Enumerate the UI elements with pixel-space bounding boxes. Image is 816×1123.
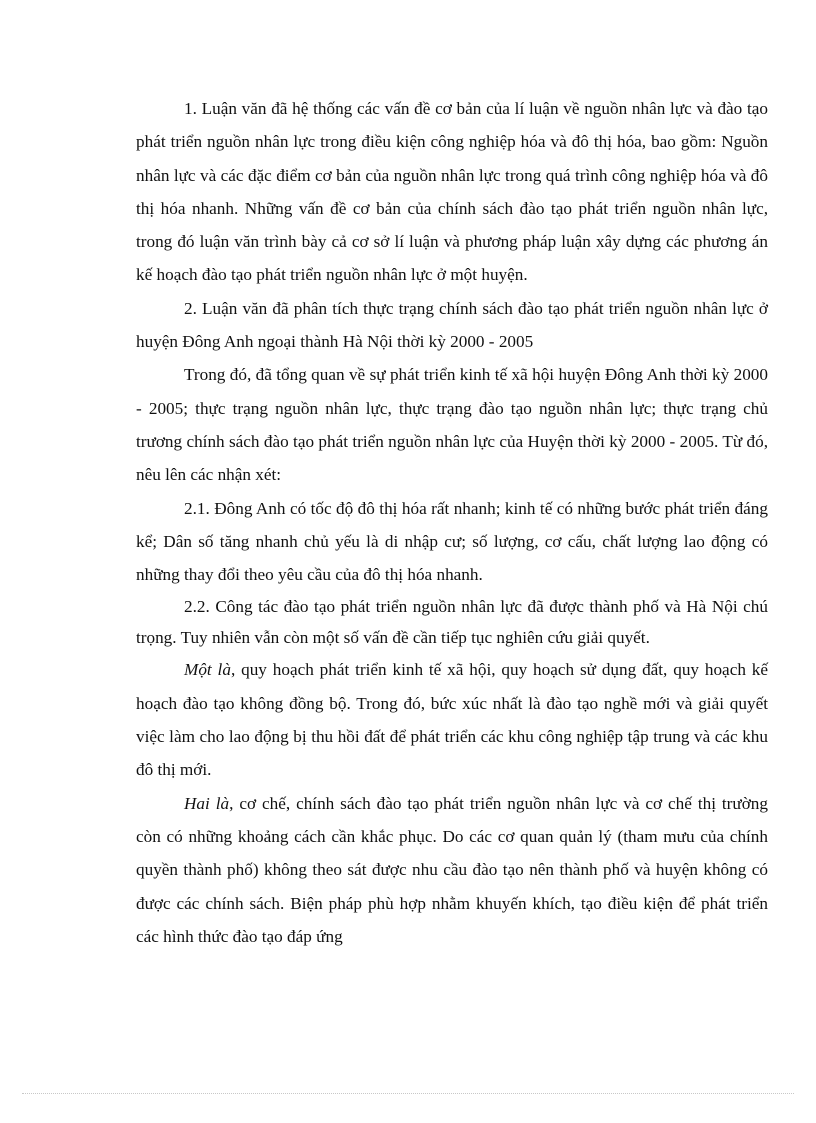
paragraph-7	[136, 787, 768, 953]
paragraph-7-text: , cơ chế, chính sách đào tạo phát triển nguồn nhân lực và cơ chế thị trường còn có những khoảng cách cần khắc phục. Do các cơ quan quản lý (tham mưu của chính quyền thành phố) không theo sát được nhu cầu đào tạo nên thành phố và huyện không có được các chính sách. Biện pháp phù hợp nhằm khuyến khích, tạo điều kiện để phát triển các hình thức đào tạo đáp ứng	[136, 793, 768, 946]
paragraph-4: 2.1. Đông Anh có tốc độ đô thị hóa rất nhanh; kinh tế có những bước phát triển đáng kể; Dân số tăng nhanh chủ yếu là di nhập cư; số lượng, cơ cấu, chất lượng lao động có những thay đổi theo yêu cầu của đô thị hóa nhanh.	[136, 498, 768, 585]
paragraph-2: 2. Luận văn đã phân tích thực trạng chính sách đào tạo phát triển nguồn nhân lực ở huyện Đông Anh ngoại thành Hà Nội thời kỳ 2000 - 2005	[136, 298, 768, 352]
paragraph-3: Trong đó, đã tổng quan về sự phát triển kinh tế xã hội huyện Đông Anh thời kỳ 2000 - 2005; thực trạng nguồn nhân lực, thực trạng đào tạo nguồn nhân lực; thực trạng chủ trương chính sách đào tạo phát triển nguồn nhân lực của Huyện thời kỳ 2000 - 2005. Từ đó, nêu lên các nhận xét:	[136, 365, 768, 485]
paragraph-5	[136, 591, 768, 653]
paragraph-6-text: , quy hoạch phát triển kinh tế xã hội, quy hoạch sử dụng đất, quy hoạch kế hoạch đào tạo không đồng bộ. Trong đó, bức xúc nhất là đào tạo nghề mới và giải quyết việc làm cho lao động bị thu hồi đất để phát triển các khu công nghiệp tập trung và các khu đô thị mới.	[136, 660, 769, 780]
paragraph-7-lead: Hai là	[184, 793, 230, 813]
paragraph-6	[136, 653, 768, 786]
page-bottom-divider	[22, 1093, 794, 1094]
paragraph-1: 1. Luận văn đã hệ thống các vấn đề cơ bản của lí luận về nguồn nhân lực và đào tạo phát triển nguồn nhân lực trong điều kiện công nghiệp hóa và đô thị hóa, bao gồm: Nguồn nhân lực và các đặc điểm cơ bản của nguồn nhân lực trong quá trình công nghiệp hóa và đô thị hóa nhanh. Những vấn đề cơ bản của chính sách đào tạo phát triển nguồn nhân lực, trong đó luận văn trình bày cả cơ sở lí luận và phương pháp luận xây dựng các phương án kế hoạch đào tạo phát triển nguồn nhân lực ở một huyện.	[136, 99, 768, 285]
page-body-text	[136, 92, 768, 953]
paragraph-6-lead: Một là	[184, 660, 231, 680]
paragraph-5-text: 2.2. Công tác đào tạo phát triển nguồn nhân lực đã được thành phố và Hà Nội chú trọng. Tuy nhiên vẫn còn một số vấn đề cần tiếp tục nghiên cứu giải quyết.	[136, 597, 768, 648]
